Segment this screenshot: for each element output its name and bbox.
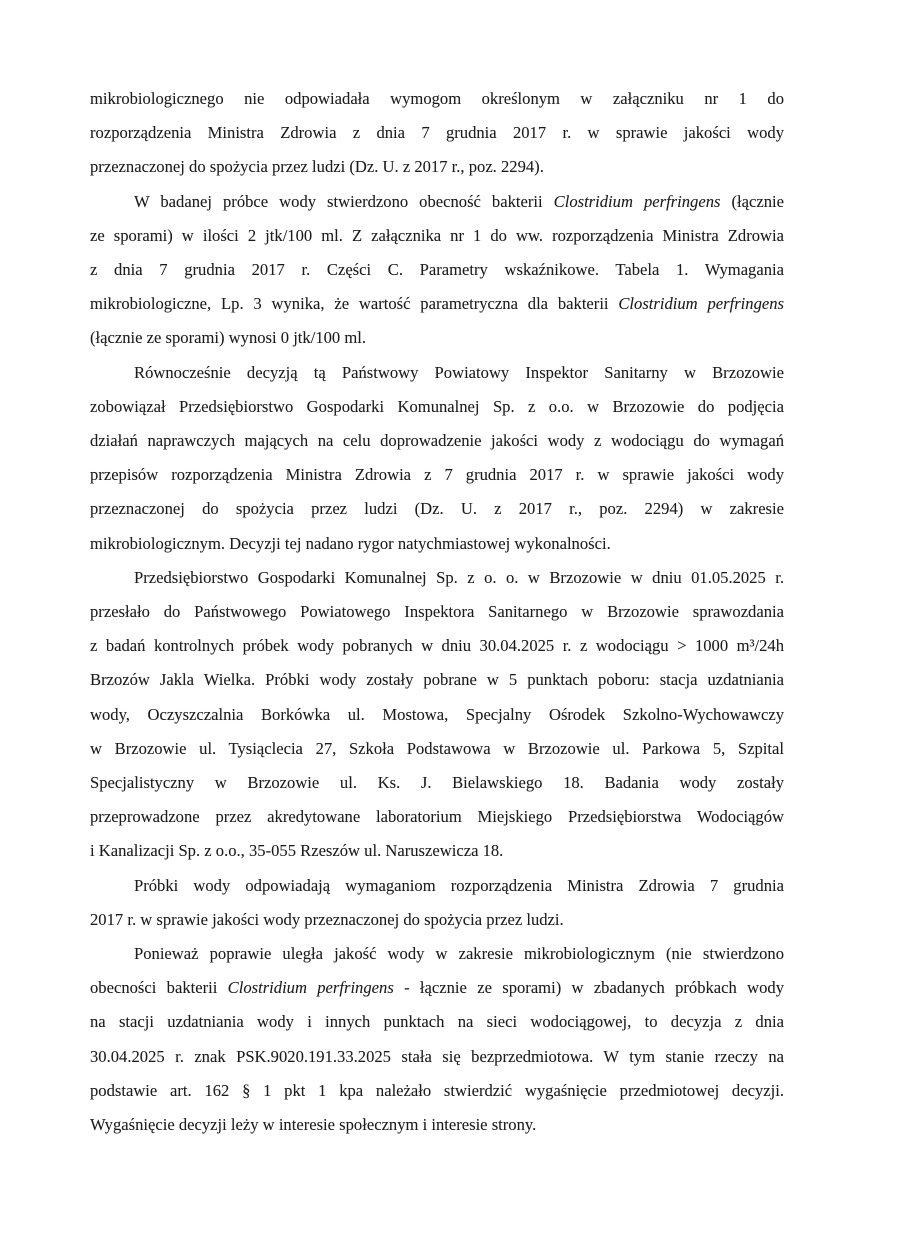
- paragraph-microbiological-requirements: [90, 82, 784, 185]
- document-page: [90, 82, 784, 1142]
- text-line: (łącznie ze sporami) wynosi 0 jtk/100 ml.: [90, 328, 367, 348]
- text-line: w Brzozowie ul. Tysiąclecia 27, Szkoła Podstawowa w Brzozowie ul. Parkowa 5, Szpital: [90, 738, 784, 758]
- paragraph-clostridium-finding: [90, 185, 784, 356]
- text-line: W badanej próbce wody stwierdzono obecność bakterii Clostridium perfringens (łącznie: [134, 191, 784, 211]
- text-line: z dnia 7 grudnia 2017 r. Części C. Parametry wskaźnikowe. Tabela 1. Wymagania: [90, 260, 784, 280]
- text-line: obecności bakterii Clostridium perfringens - łącznie ze sporami) w zbadanych próbkach wody: [90, 978, 784, 998]
- text-line: przeprowadzone przez akredytowane laboratorium Miejskiego Przedsiębiorstwa Wodociągów: [90, 807, 784, 827]
- text-line: mikrobiologicznym. Decyzji tej nadano rygor natychmiastowej wykonalności.: [90, 533, 611, 553]
- text-line: na stacji uzdatniania wody i innych punktach na sieci wodociągowej, to decyzja z dnia: [90, 1012, 784, 1032]
- text-line: i Kanalizacji Sp. z o.o., 35-055 Rzeszów ul. Naruszewicza 18.: [90, 841, 504, 861]
- text-line: przeznaczonej do spożycia przez ludzi (Dz. U. z 2017 r., poz. 2294).: [90, 157, 544, 177]
- text-line: 30.04.2025 r. znak PSK.9020.191.33.2025 stała się bezprzedmiotowa. W tym stanie rzeczy na: [90, 1046, 784, 1066]
- species-name: Clostridium perfringens: [227, 978, 394, 998]
- text-line: działań naprawczych mających na celu doprowadzenie jakości wody z wodociągu do wymagań: [90, 431, 784, 451]
- text-line: przesłało do Państwowego Powiatowego Inspektora Sanitarnego w Brzozowie sprawozdania: [90, 602, 784, 622]
- species-name: Clostridium perfringens: [618, 294, 784, 314]
- text-line: Równocześnie decyzją tą Państwowy Powiatowy Inspektor Sanitarny w Brzozowie: [134, 362, 784, 382]
- text-line: przeznaczonej do spożycia przez ludzi (Dz. U. z 2017 r., poz. 2294) w zakresie: [90, 499, 784, 519]
- text-line: 2017 r. w sprawie jakości wody przeznaczonej do spożycia przez ludzi.: [90, 909, 564, 929]
- text-line: z badań kontrolnych próbek wody pobranych w dniu 30.04.2025 r. z wodociągu > 1000 m³/24h: [90, 636, 784, 656]
- paragraph-control-sampling-report: [90, 561, 784, 869]
- paragraph-decision-expiry: [90, 937, 784, 1142]
- paragraph-remedial-obligation: [90, 356, 784, 561]
- text-line: zobowiązał Przedsiębiorstwo Gospodarki Komunalnej Sp. z o.o. w Brzozowie do podjęcia: [90, 396, 784, 416]
- text-line: mikrobiologiczne, Lp. 3 wynika, że wartość parametryczna dla bakterii Clostridium perfringens: [90, 294, 784, 314]
- paragraph-samples-compliant: [90, 869, 784, 937]
- text-line: Specjalistyczny w Brzozowie ul. Ks. J. Bielawskiego 18. Badania wody zostały: [90, 773, 784, 793]
- text-line: mikrobiologicznego nie odpowiadała wymogom określonym w załączniku nr 1 do: [90, 89, 784, 108]
- text-line: Przedsiębiorstwo Gospodarki Komunalnej Sp. z o. o. w Brzozowie w dniu 01.05.2025 r.: [134, 567, 784, 587]
- text-line: podstawie art. 162 § 1 pkt 1 kpa należało stwierdzić wygaśnięcie przedmiotowej decyzji.: [90, 1080, 784, 1100]
- text-line: ze sporami) w ilości 2 jtk/100 ml. Z załącznika nr 1 do ww. rozporządzenia Ministra Zdrowia: [90, 225, 784, 245]
- text-line: Wygaśnięcie decyzji leży w interesie społecznym i interesie strony.: [90, 1115, 537, 1135]
- text-line: Próbki wody odpowiadają wymaganiom rozporządzenia Ministra Zdrowia 7 grudnia: [134, 875, 784, 895]
- text-line: rozporządzenia Ministra Zdrowia z dnia 7 grudnia 2017 r. w sprawie jakości wody: [90, 123, 784, 143]
- text-line: Brzozów Jakla Wielka. Próbki wody zostały pobrane w 5 punktach poboru: stacja uzdatniania: [90, 670, 784, 690]
- species-name: Clostridium perfringens: [553, 191, 721, 211]
- text-line: wody, Oczyszczalnia Borkówka ul. Mostowa, Specjalny Ośrodek Szkolno-Wychowawczy: [90, 704, 784, 724]
- text-line: Ponieważ poprawie uległa jakość wody w zakresie mikrobiologicznym (nie stwierdzono: [134, 944, 784, 964]
- text-line: przepisów rozporządzenia Ministra Zdrowia z 7 grudnia 2017 r. w sprawie jakości wody: [90, 465, 784, 485]
